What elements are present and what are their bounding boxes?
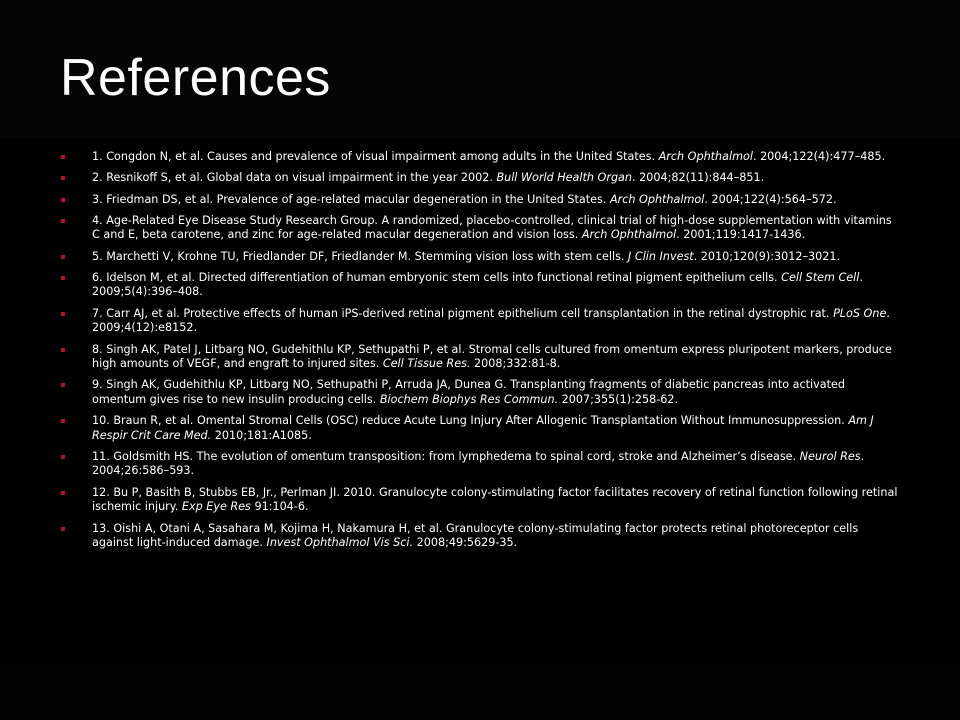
bullet-icon xyxy=(61,312,65,316)
bullet-icon xyxy=(61,198,65,202)
citation-details: . 2009;5(4):396–408. xyxy=(92,270,863,299)
reference-item xyxy=(60,250,900,265)
reference-item xyxy=(60,171,900,186)
reference-text: 6. Idelson M, et al. Directed differentiation of human embryonic stem cells into functional retinal pigment epithelium cells. xyxy=(92,270,782,284)
reference-list xyxy=(60,150,900,557)
journal-name: J Clin Invest xyxy=(628,249,694,263)
citation-details: 2010;181:A1085. xyxy=(211,428,312,442)
reference-item xyxy=(60,522,900,551)
reference-item xyxy=(60,450,900,479)
bullet-icon xyxy=(61,383,65,387)
reference-item xyxy=(60,486,900,515)
citation-details: . 2001;119:1417-1436. xyxy=(676,228,806,242)
citation-details: 91:104-6. xyxy=(250,500,309,514)
citation-details: 2008;49:5629-35. xyxy=(413,536,518,550)
bullet-icon xyxy=(61,348,65,352)
citation-details: 2007;355(1):258-62. xyxy=(558,392,679,406)
slide-title: References xyxy=(60,49,331,107)
reference-text: 10. Braun R, et al. Omental Stromal Cells (OSC) reduce Acute Lung Injury After Allogenic Transplantation Without Immunosuppression. xyxy=(92,414,849,428)
citation-details: 2008;332:81-8. xyxy=(470,357,561,371)
bullet-icon xyxy=(61,419,65,423)
citation-details: . 2009;4(12):e8152. xyxy=(92,306,890,335)
bullet-icon xyxy=(61,176,65,180)
journal-name: Biochem Biophys Res Commun. xyxy=(379,392,559,406)
reference-item xyxy=(60,378,900,407)
bullet-icon xyxy=(61,276,65,280)
reference-item xyxy=(60,307,900,336)
citation-details: . 2004;82(11):844–851. xyxy=(632,171,765,185)
bullet-icon xyxy=(61,527,65,531)
journal-name: Bull World Health Organ xyxy=(496,171,632,185)
citation-details: . 2004;26:586–593. xyxy=(92,449,865,478)
bullet-icon xyxy=(61,155,65,159)
reference-text: 4. Age-Related Eye Disease Study Research Group. A randomized, placebo-controlled, clinical trial of high-dose supplementation with vitamins C and E, beta carotene, and zinc for age-related macular degeneration and vision loss. xyxy=(92,213,892,242)
reference-text: 13. Oishi A, Otani A, Sasahara M, Kojima H, Nakamura H, et al. Granulocyte colony-stimulating factor protects retinal photoreceptor cells against light-induced damage. xyxy=(92,521,859,550)
journal-name: Am J Respir Crit Care Med. xyxy=(92,414,874,442)
journal-name: PLoS One xyxy=(833,306,887,320)
journal-name: Cell Stem Cell xyxy=(781,270,860,284)
journal-name: Arch Ophthalmol xyxy=(658,150,753,163)
journal-name: Neurol Res xyxy=(799,449,861,463)
citation-details: . 2004;122(4):564–572. xyxy=(704,192,837,206)
citation-details: . 2004;122(4):477–485. xyxy=(752,150,886,163)
bullet-icon xyxy=(61,255,65,259)
reference-text: 3. Friedman DS, et al. Prevalence of age-related macular degeneration in the United States. xyxy=(92,192,610,206)
footer-band xyxy=(0,665,960,720)
reference-text: 7. Carr AJ, et al. Protective effects of human iPS-derived retinal pigment epithelium cell transplantation in the retinal dystrophic rat. xyxy=(92,306,834,320)
journal-name: Invest Ophthalmol Vis Sci. xyxy=(266,536,414,550)
reference-text: 12. Bu P, Basith B, Stubbs EB, Jr., Perlman JI. 2010. Granulocyte colony-stimulating factor facilitates recovery of retinal function following retinal ischemic injury. xyxy=(92,485,898,514)
reference-item xyxy=(60,271,900,300)
bullet-icon xyxy=(61,455,65,459)
reference-text: 9. Singh AK, Gudehithlu KP, Litbarg NO, Sethupathi P, Arruda JA, Dunea G. Transplanting fragments of diabetic pancreas into activated omentum gives rise to new insulin producing cells. xyxy=(92,378,845,406)
bullet-icon xyxy=(61,219,65,223)
reference-item xyxy=(60,343,900,372)
journal-name: Exp Eye Res xyxy=(181,500,251,514)
journal-name: Arch Ophthalmol xyxy=(610,192,705,206)
reference-item xyxy=(60,414,900,443)
reference-text: 11. Goldsmith HS. The evolution of omentum transposition: from lymphedema to spinal cord, stroke and Alzheimer’s disease. xyxy=(92,449,800,463)
journal-name: Cell Tissue Res. xyxy=(382,357,471,371)
journal-name: Arch Ophthalmol xyxy=(581,228,677,242)
reference-item xyxy=(60,193,900,208)
reference-text: 2. Resnikoff S, et al. Global data on visual impairment in the year 2002. xyxy=(92,171,497,185)
reference-item xyxy=(60,150,900,165)
bullet-icon xyxy=(61,491,65,495)
reference-text: 8. Singh AK, Patel J, Litbarg NO, Gudehithlu KP, Sethupathi P, et al. Stromal cells cultured from omentum express pluripotent markers, produce high amounts of VEGF, and engraft to injured sites. xyxy=(92,342,892,371)
reference-text: 5. Marchetti V, Krohne TU, Friedlander DF, Friedlander M. Stemming vision loss with stem cells. xyxy=(92,249,629,263)
citation-details: . 2010;120(9):3012–3021. xyxy=(693,249,841,263)
reference-item xyxy=(60,214,900,243)
reference-text: 1. Congdon N, et al. Causes and prevalence of visual impairment among adults in the United States. xyxy=(92,150,659,163)
